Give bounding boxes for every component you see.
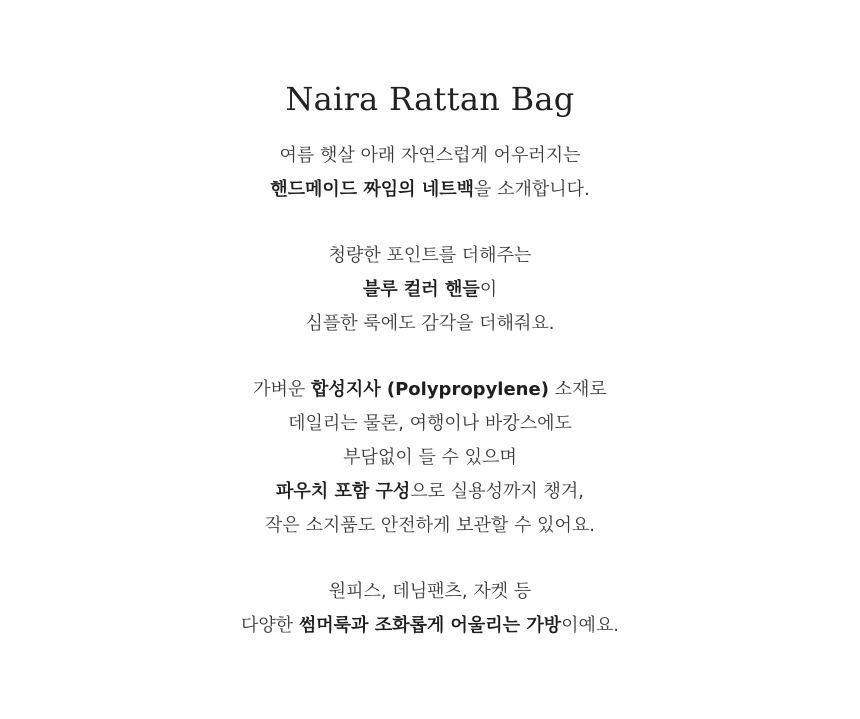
description-highlight: 블루 컬러 핸들	[362, 279, 480, 300]
description-text: 이예요.	[561, 615, 619, 636]
description-line	[0, 239, 860, 273]
description-text: 으로 실용성까지 챙겨,	[410, 481, 584, 502]
description-text: 부담없이 들 수 있으며	[343, 447, 517, 468]
description-highlight: 썸머룩과 조화롭게 어울리는 가방	[298, 615, 562, 636]
description-text: 가벼운	[253, 379, 312, 400]
description-text: 청량한 포인트를 더해주는	[328, 245, 532, 266]
description-text: 데일리는 물론, 여행이나 바캉스에도	[288, 413, 572, 434]
paragraph-gap	[0, 207, 860, 239]
description-text: 을 소개합니다.	[474, 179, 590, 200]
description-line	[0, 307, 860, 341]
description-line	[0, 475, 860, 509]
product-title: Naira Rattan Bag	[285, 80, 575, 119]
description-highlight: 핸드메이드 짜임의 네트백	[270, 179, 475, 200]
description-text: 원피스, 데님팬츠, 자켓 등	[328, 581, 532, 602]
product-description	[0, 139, 860, 643]
description-highlight: 파우치 포함 구성	[276, 481, 411, 502]
description-line	[0, 609, 860, 643]
description-highlight: 합성지사 (Polypropylene)	[311, 379, 549, 400]
description-line	[0, 441, 860, 475]
description-text: 여름 햇살 아래 자연스럽게 어우러지는	[279, 145, 581, 166]
paragraph-gap	[0, 543, 860, 575]
paragraph-gap	[0, 341, 860, 373]
description-text: 심플한 룩에도 감각을 더해줘요.	[305, 313, 555, 334]
description-line	[0, 373, 860, 407]
description-line	[0, 139, 860, 173]
description-text: 소재로	[548, 379, 607, 400]
description-text: 다양한	[240, 615, 299, 636]
description-line	[0, 173, 860, 207]
description-line	[0, 509, 860, 543]
description-text: 이	[479, 279, 498, 300]
description-line	[0, 575, 860, 609]
description-line	[0, 273, 860, 307]
description-text: 작은 소지품도 안전하게 보관할 수 있어요.	[265, 515, 595, 536]
description-line	[0, 407, 860, 441]
